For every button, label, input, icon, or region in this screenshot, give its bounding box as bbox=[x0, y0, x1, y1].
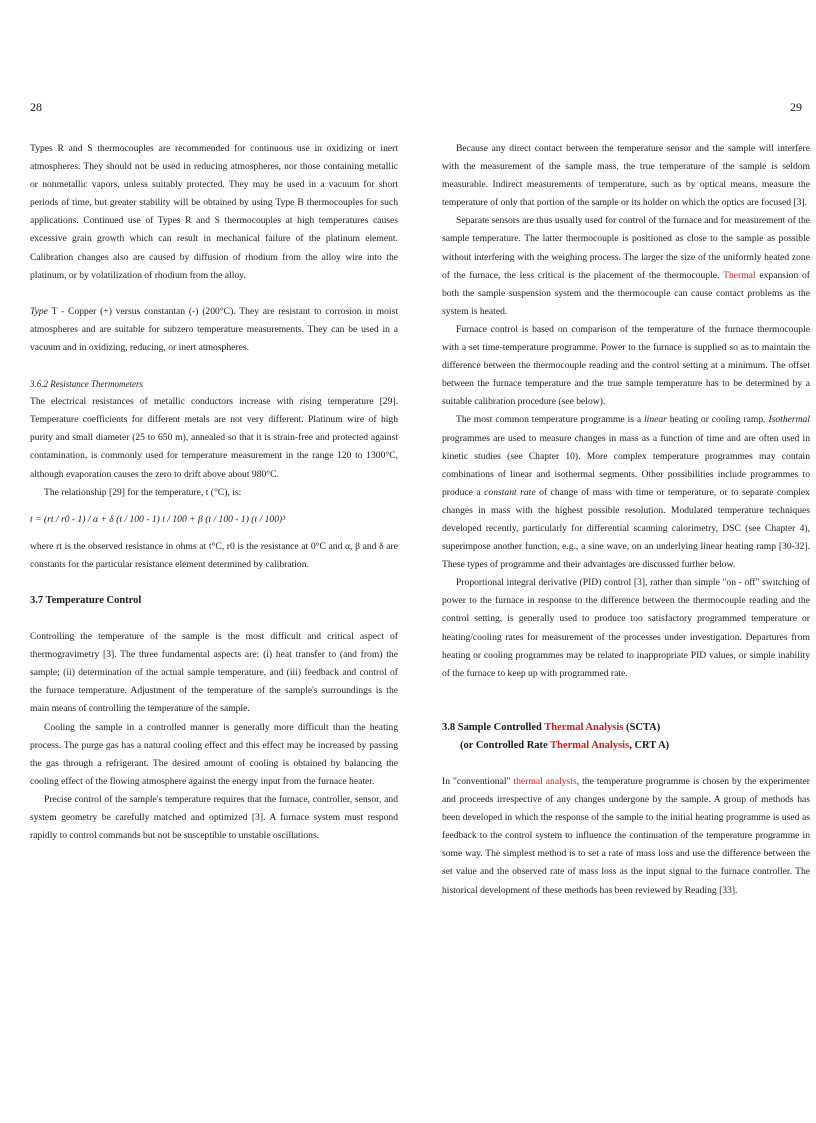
page-number-left: 28 bbox=[30, 100, 42, 114]
paragraph-controlling: Controlling the temperature of the sample is the most difficult and critical aspect of thermogravimetry [3]. The three fundamental aspects are: (i) heat transfer to (and from) the sample; (ii) determination of the actual sample temperature, and (iii) feedback and control of the furnace temperature. Adjustment of the temperature of the sample's surroundings is the main means of controlling the temperature of the sample. bbox=[30, 631, 398, 715]
section-subtitle-a: (or Controlled Rate bbox=[460, 739, 551, 751]
paragraph-resistance: The electrical resistances of metallic conductors increase with rising temperature [29]. Temperature coefficients for different metals are not very different. Platinum wire of high purity and small diameter (25 to 650 m), annealed so that it is strain-free and protected against contamination, is commonly used for temperature measurement in the range 120 to 1300°C, although evaporation causes the zero to drift above about 980°C. bbox=[30, 396, 398, 480]
separate-sensors-text-end: expansion of both the sample suspension system and the thermocouple can cause contact problems as the system is heated. bbox=[442, 269, 811, 317]
highlight-thermal-analysis-2: Thermal Analysis bbox=[550, 739, 630, 751]
section-title-3-7: 3.7 Temperature Control bbox=[30, 594, 142, 606]
paragraph-separate-sensors bbox=[442, 212, 810, 321]
paragraph-relationship: The relationship [29] for the temperature, t (°C), is: bbox=[44, 486, 242, 498]
type-t-text: T - Copper (+) versus constantan (-) (200°C). They are resistant to corrosion in moist atmospheres and are suitable for subzero temperature measurements. They can be used in a vacuum and in oxidizing, reducing, or inert atmospheres. bbox=[30, 305, 398, 353]
paragraph-furnace-control: Furnace control is based on comparison of the temperature of the furnace thermocouple with a set time-temperature programme. Power to the furnace is supplied so as to maintain the difference between the thermocouple reading and the control setting at a minimum. The offset between the furnace temperature and the true sample temperature has to be determined by a suitable calibration procedure (see below). bbox=[442, 323, 810, 408]
paragraph-type-t bbox=[30, 303, 398, 357]
equation: t = (rt / r0 - 1) / α + δ (t / 100 - 1) t / 100 + β (t / 100 - 1) (t / 100)³ bbox=[30, 513, 286, 525]
section-subtitle-b: , CRT A) bbox=[629, 739, 670, 751]
highlight-thermal-analysis: Thermal Analysis bbox=[544, 721, 624, 733]
page-number-right: 29 bbox=[790, 100, 802, 114]
section-title-3-8 bbox=[442, 719, 810, 737]
programme-text-b: heating or cooling ramp. bbox=[666, 414, 769, 426]
paragraph-direct-contact: Because any direct contact between the temperature sensor and the sample will interfere with the measurement of the sample mass, the true temperature of the sample is seldom measurable. Indirect measurements of temperature, such as by optical means, measure the temperature of only that portion of the sample or its holder on which the optics are focused [3]. bbox=[442, 143, 810, 209]
programme-text-c: programmes are used to measure changes in mass as a function of time and are often used in kinetic studies (see Chapter 10). More complex temperature programmes may contain combinations of linear and isothermal segments. Other possibilities include programmes to produce a bbox=[442, 432, 810, 498]
section-title-3-8-b: (SCTA) bbox=[623, 721, 661, 733]
paragraph-precise-control: Precise control of the sample's temperature requires that the furnace, controller, sensor, and system geometry be carefully matched and optimized [3]. A furnace system must respond rapidly to control commands but not be susceptible to unstable oscillations. bbox=[30, 793, 398, 842]
emphasis-constant-rate: constant rate bbox=[484, 486, 536, 498]
highlight-thermal: Thermal bbox=[723, 269, 756, 281]
conventional-text-b: , the temperature programme is chosen by the experimenter and proceeds irrespective of any changes undergone by the sample. A group of methods has been developed in which the response of the sample to the initial heating programme is used as feedback to the control system to influence the continuation of the temperature programme in some way. The simplest method is to set a rate of mass loss and use the difference between the set value and the observed rate of mass loss as the input signal to the furnace controller. The historical development of these methods has been reviewed by Reading [33]. bbox=[442, 776, 811, 896]
emphasis-linear: linear bbox=[644, 414, 667, 426]
separate-sensors-text: Separate sensors are thus usually used for control of the furnace and for measurement of the sample temperature. The latter thermocouple is positioned as close to the sample as possible without interfering with the weighing process. The larger the size of the uniformly heated zone of the furnace, the less critical is the placement of the thermocouple. bbox=[442, 215, 810, 281]
programme-text-d: of change of mass with time or temperature, or to separate complex changes in mass with the highest possible resolution. Modulated temperature techniques developed recently, particularly for differential scanning calorimetry, DSC (see Chapter 4), superimpose another function, e.g., a sine wave, on an underlying linear heating ramp [30-32]. These types of programme and their advantages are discussed further below. bbox=[442, 486, 810, 571]
paragraph-cooling: Cooling the sample in a controlled manner is generally more difficult than the heating process. The purge gas has a natural cooling effect and this effect may be increased by passing the gas through a refrigerant. The desired amount of cooling is obtained by balancing the cooling effect of the flowing atmosphere against the energy input from the furnace heater. bbox=[30, 721, 398, 787]
section-subtitle-3-8 bbox=[442, 737, 810, 755]
left-page-column bbox=[30, 140, 398, 845]
subsection-title: 3.6.2 Resistance Thermometers bbox=[30, 379, 143, 390]
paragraph-thermocouple-rs: Types R and S thermocouples are recommended for continuous use in oxidizing or inert atmospheres. They should not be used in reducing atmospheres, nor those containing metallic or nonmetallic vapors, unless suitably protected. They may be used in a vacuum for short periods of time, but greater stability will be obtained by using Type B thermocouples for such applications. Continued use of Types R and S thermocouples at high temperatures causes excessive grain growth which can result in mechanical failure of the platinum element. Calibration changes also are caused by diffusion of rhodium from the alloy wire into the platinum, or by volatilization of rhodium from the alloy. bbox=[30, 143, 398, 281]
type-label: Type bbox=[30, 305, 48, 317]
conventional-text-a: In "conventional" bbox=[442, 776, 514, 787]
paragraph-conventional-thermal-analysis bbox=[442, 773, 810, 900]
highlight-thermal-analysis-3: thermal analysis bbox=[513, 776, 577, 787]
emphasis-isothermal: Isothermal bbox=[768, 414, 811, 426]
paragraph-pid-control: Proportional integral derivative (PID) control [3], rather than simple "on - off" switching of power to the furnace in response to the difference between the thermocouple reading and the control setting, is generally used to produce too satisfactory programmed temperature or heating/cooling rates for measurement of the processes under investigation. Departures from heating or cooling programmes may be related to inappropriate PID values, or simple inability of the furnace to keep up with programmed rate. bbox=[442, 577, 810, 679]
right-page-column bbox=[442, 140, 810, 900]
paragraph-where: where rt is the observed resistance in ohms at t°C, r0 is the resistance at 0°C and α, β and δ are constants for the particular resistance element determined by calibration. bbox=[30, 540, 398, 570]
paragraph-temperature-programme bbox=[442, 411, 810, 574]
programme-text-a: The most common temperature programme is a bbox=[456, 414, 644, 426]
section-title-3-8-a: 3.8 Sample Controlled bbox=[442, 721, 545, 733]
